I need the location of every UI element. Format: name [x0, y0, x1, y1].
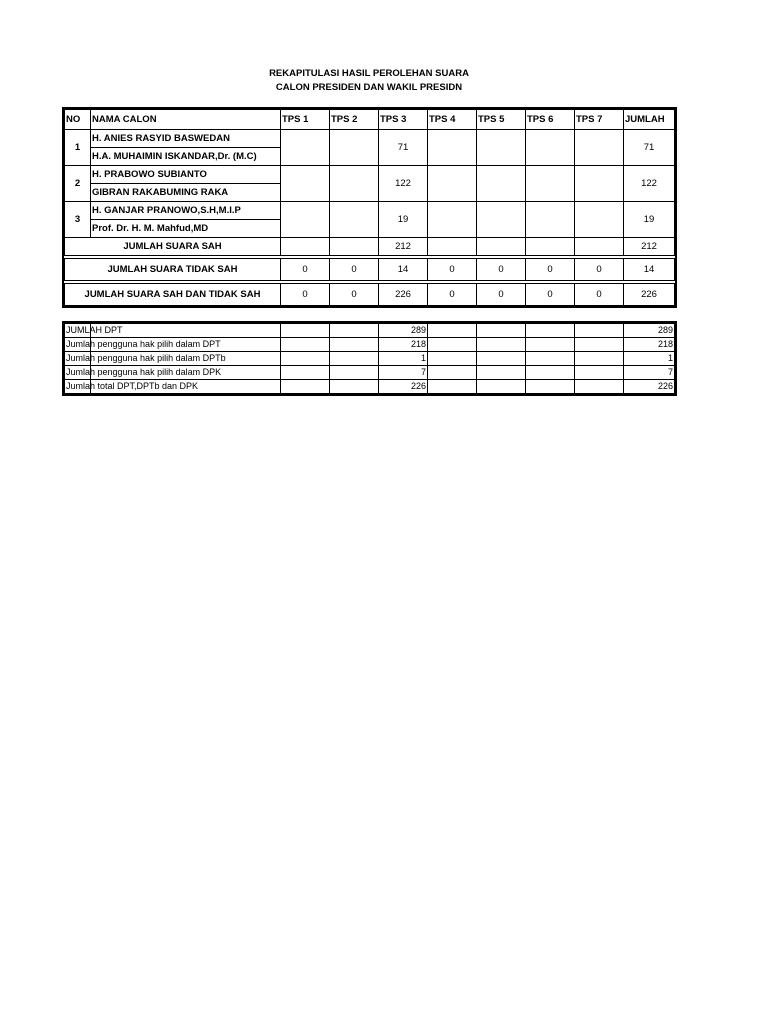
tps5-cell	[477, 338, 526, 352]
candidate-wakil: Prof. Dr. H. M. Mahfud,MD	[91, 220, 281, 238]
tps2-cell	[330, 130, 379, 166]
jumlah-cell: 289	[624, 324, 675, 338]
tps7-cell	[575, 202, 624, 238]
tps1-cell	[281, 166, 330, 202]
tps7-cell	[575, 130, 624, 166]
tps2-cell	[330, 166, 379, 202]
jumlah-cell: 7	[624, 366, 675, 380]
tps5-cell	[477, 380, 526, 394]
tps5-cell	[477, 352, 526, 366]
tps6-cell	[526, 130, 575, 166]
tps6-cell	[526, 366, 575, 380]
dpt-table	[64, 323, 675, 394]
total-sah-row	[65, 238, 675, 256]
jumlah-cell: 71	[624, 130, 675, 166]
dpt-row	[65, 352, 675, 366]
jumlah-cell: 218	[624, 338, 675, 352]
candidate-no: 3	[65, 202, 91, 238]
jumlah-cell: 226	[624, 284, 675, 306]
tps3-cell: 71	[379, 130, 428, 166]
header-tps3: TPS 3	[379, 110, 428, 130]
tps2-cell: 0	[330, 259, 379, 281]
tps3-cell: 226	[379, 284, 428, 306]
tps2-cell: 0	[330, 284, 379, 306]
tps5-cell	[477, 166, 526, 202]
tps1-cell	[281, 238, 330, 256]
tps5-cell: 0	[477, 284, 526, 306]
dpt-label: Jumlah pengguna hak pilih dalam DPTb	[66, 353, 226, 363]
header-tps4: TPS 4	[428, 110, 477, 130]
tps6-cell	[526, 166, 575, 202]
jumlah-cell: 122	[624, 166, 675, 202]
tps4-cell	[428, 352, 477, 366]
jumlah-cell: 212	[624, 238, 675, 256]
tps2-cell	[330, 202, 379, 238]
tps4-cell: 0	[428, 259, 477, 281]
tps5-cell	[477, 366, 526, 380]
tps1-cell	[281, 380, 330, 394]
header-nama-calon: NAMA CALON	[91, 110, 281, 130]
dpt-label-cell	[65, 380, 199, 394]
dpt-row	[65, 338, 675, 352]
tps3-cell: 19	[379, 202, 428, 238]
tps6-cell	[526, 238, 575, 256]
tps5-cell	[477, 202, 526, 238]
tps7-cell	[575, 352, 624, 366]
tps7-cell	[575, 324, 624, 338]
tps3-cell: 14	[379, 259, 428, 281]
header-tps7: TPS 7	[575, 110, 624, 130]
tps1-cell	[281, 338, 330, 352]
tps4-cell	[428, 238, 477, 256]
tps1-cell	[281, 202, 330, 238]
report-title-line2: CALON PRESIDEN DAN WAKIL PRESIDN	[275, 82, 463, 93]
tps5-cell	[477, 324, 526, 338]
candidate-presiden: H. PRABOWO SUBIANTO	[91, 166, 281, 184]
tps3-cell: 212	[379, 238, 428, 256]
tps7-cell	[575, 380, 624, 394]
total-sah-tidak-sah-row	[65, 284, 675, 306]
tps1-cell	[281, 352, 330, 366]
tps4-cell	[428, 380, 477, 394]
tps3-cell: 1	[379, 352, 428, 366]
tps4-cell	[428, 166, 477, 202]
tps6-cell	[526, 352, 575, 366]
tps1-cell: 0	[281, 284, 330, 306]
jumlah-cell: 19	[624, 202, 675, 238]
dpt-label: Jumlah total DPT,DPTb dan DPK	[66, 381, 199, 391]
tps7-cell: 0	[575, 259, 624, 281]
tps4-cell	[428, 338, 477, 352]
tps5-cell	[477, 130, 526, 166]
tps7-cell	[575, 166, 624, 202]
tps7-cell: 0	[575, 284, 624, 306]
total-sah-label: JUMLAH SUARA SAH	[65, 238, 281, 256]
tps6-cell	[526, 202, 575, 238]
tps6-cell: 0	[526, 284, 575, 306]
header-tps1: TPS 1	[281, 110, 330, 130]
candidate-no: 1	[65, 130, 91, 166]
header-tps2: TPS 2	[330, 110, 379, 130]
tps1-cell: 0	[281, 259, 330, 281]
tps4-cell	[428, 202, 477, 238]
tps6-cell	[526, 324, 575, 338]
header-row	[65, 110, 675, 130]
tps7-cell	[575, 366, 624, 380]
tps2-cell	[330, 338, 379, 352]
tps2-cell	[330, 352, 379, 366]
tps4-cell	[428, 366, 477, 380]
candidate-row	[65, 130, 675, 148]
tps2-cell	[330, 366, 379, 380]
dpt-label: JUMLAH DPT	[66, 325, 123, 335]
tps6-cell: 0	[526, 259, 575, 281]
jumlah-cell: 14	[624, 259, 675, 281]
dpt-label-cell	[65, 338, 221, 352]
tps1-cell	[281, 366, 330, 380]
candidate-wakil: H.A. MUHAIMIN ISKANDAR,Dr. (M.C)	[91, 148, 281, 166]
total-sah-tidak-sah-label: JUMLAH SUARA SAH DAN TIDAK SAH	[65, 284, 281, 306]
tps5-cell	[477, 238, 526, 256]
header-tps6: TPS 6	[526, 110, 575, 130]
tps2-cell	[330, 380, 379, 394]
tps4-cell	[428, 324, 477, 338]
dpt-label-cell	[65, 324, 123, 338]
candidate-presiden: H. ANIES RASYID BASWEDAN	[91, 130, 281, 148]
total-tidak-sah-row	[65, 259, 675, 281]
jumlah-cell: 226	[624, 380, 675, 394]
tps5-cell: 0	[477, 259, 526, 281]
jumlah-cell: 1	[624, 352, 675, 366]
tps3-cell: 226	[379, 380, 428, 394]
tps3-cell: 289	[379, 324, 428, 338]
tps4-cell	[428, 130, 477, 166]
tps2-cell	[330, 324, 379, 338]
header-tps5: TPS 5	[477, 110, 526, 130]
tps6-cell	[526, 380, 575, 394]
dpt-label-cell	[65, 352, 226, 366]
candidate-presiden: H. GANJAR PRANOWO,S.H,M.I.P	[91, 202, 281, 220]
report-title-line1: REKAPITULASI HASIL PEROLEHAN SUARA	[269, 68, 469, 79]
dpt-row	[65, 366, 675, 380]
tps4-cell: 0	[428, 284, 477, 306]
dpt-label-cell	[65, 366, 222, 380]
header-jumlah: JUMLAH	[624, 110, 675, 130]
dpt-label: Jumlah pengguna hak pilih dalam DPK	[66, 367, 222, 377]
dpt-row	[65, 380, 675, 394]
tps7-cell	[575, 338, 624, 352]
dpt-row	[65, 324, 675, 338]
tps3-cell: 122	[379, 166, 428, 202]
vote-recap-table	[64, 109, 675, 306]
candidate-wakil: GIBRAN RAKABUMING RAKA	[91, 184, 281, 202]
candidate-row	[65, 166, 675, 184]
dpt-label: Jumlah pengguna hak pilih dalam DPT	[66, 339, 221, 349]
tps3-cell: 7	[379, 366, 428, 380]
tps1-cell	[281, 130, 330, 166]
tps1-cell	[281, 324, 330, 338]
header-no: NO	[65, 110, 91, 130]
total-tidak-sah-label: JUMLAH SUARA TIDAK SAH	[65, 259, 281, 281]
tps6-cell	[526, 338, 575, 352]
candidate-no: 2	[65, 166, 91, 202]
tps3-cell: 218	[379, 338, 428, 352]
tps7-cell	[575, 238, 624, 256]
tps2-cell	[330, 238, 379, 256]
candidate-row	[65, 202, 675, 220]
